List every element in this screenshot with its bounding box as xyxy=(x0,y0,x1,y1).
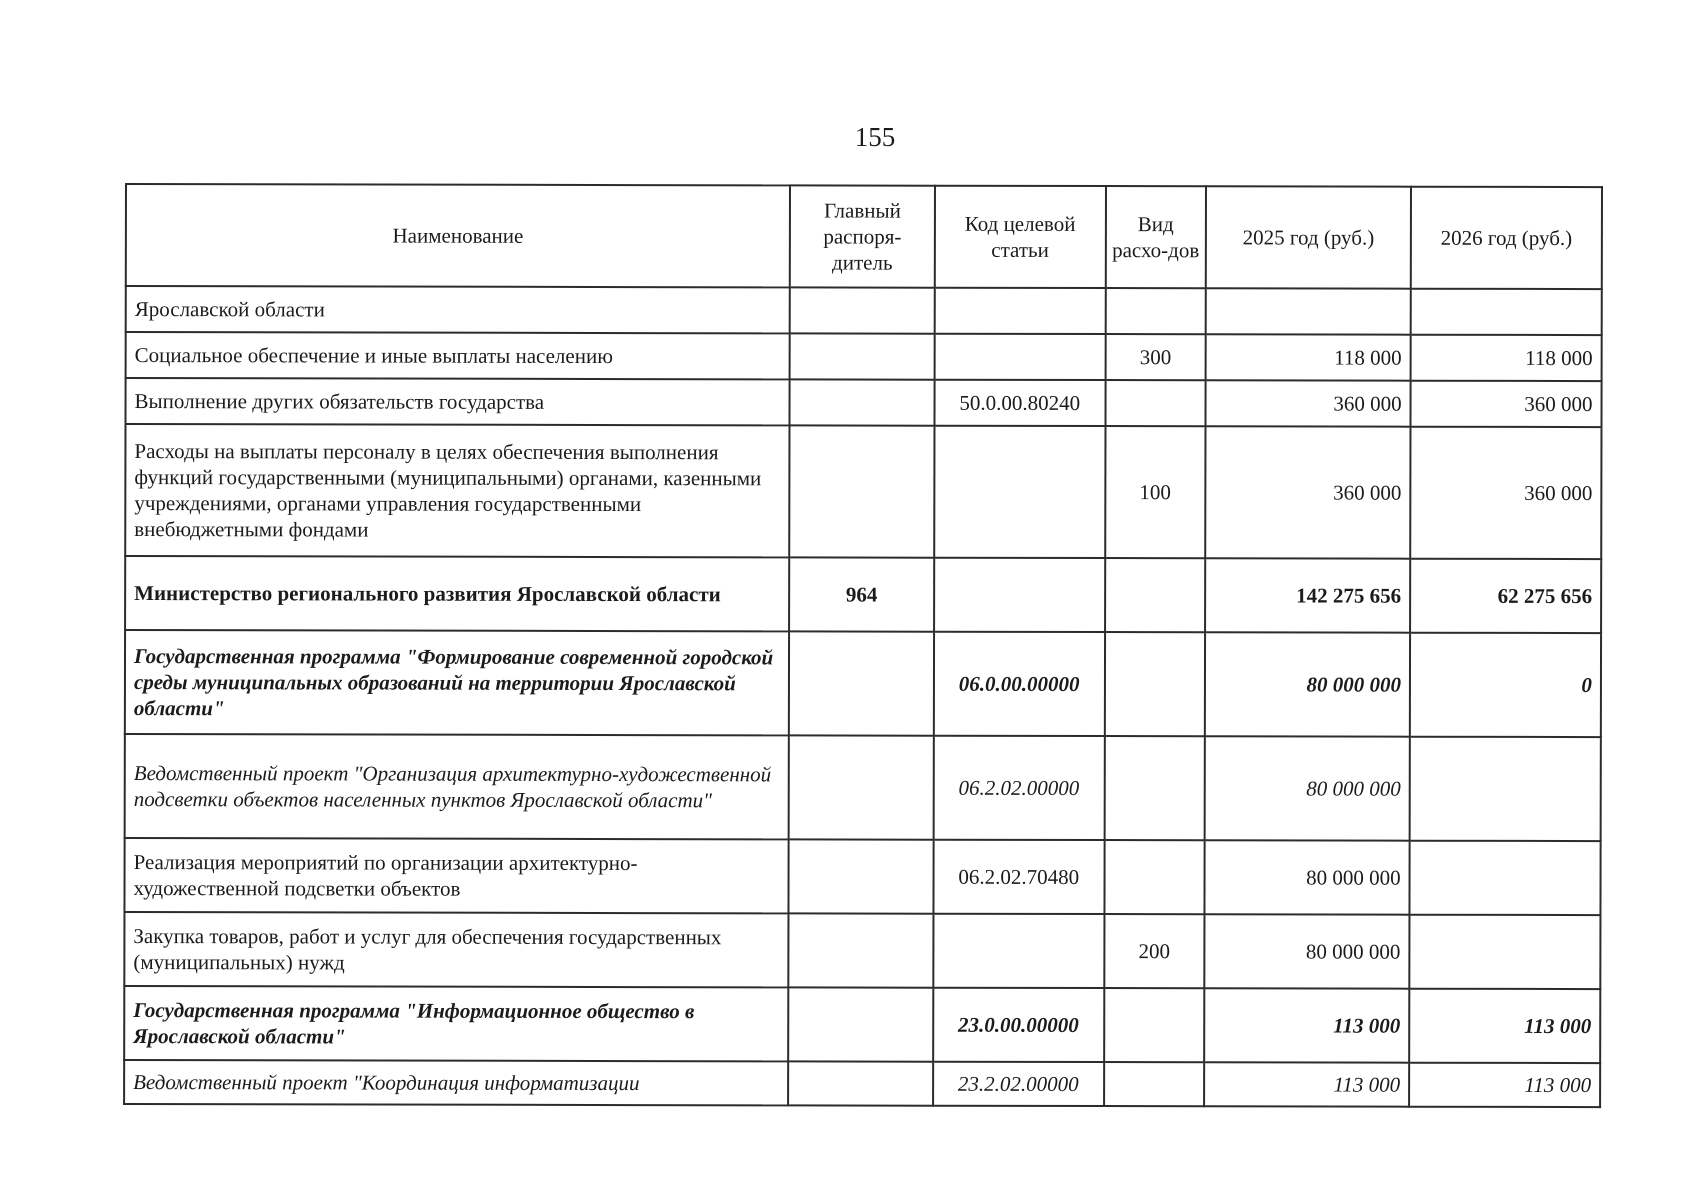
cell-name: Ведомственный проект "Координация информатизации xyxy=(124,1060,788,1105)
table-row xyxy=(124,986,1600,1063)
cell-grbs xyxy=(790,333,935,379)
cell-2025: 360 000 xyxy=(1205,426,1410,558)
cell-2026: 118 000 xyxy=(1411,335,1602,381)
cell-2026 xyxy=(1409,915,1600,989)
cell-name: Расходы на выплаты персоналу в целях обеспечения выполнения функций государственными (муниципальными) органами, казенными учреждениями, органами управления государственными внебюджетными фондами xyxy=(125,424,789,557)
cell-name: Закупка товаров, работ и услуг для обеспечения государственных (муниципальных) нужд xyxy=(124,912,788,987)
cell-code xyxy=(934,426,1105,558)
cell-grbs xyxy=(789,839,934,913)
cell-grbs xyxy=(789,631,934,735)
cell-code: 06.2.02.00000 xyxy=(933,736,1104,840)
cell-vid xyxy=(1104,1062,1205,1106)
table-row xyxy=(124,838,1600,915)
cell-vid: 200 xyxy=(1104,914,1205,988)
cell-name: Министерство регионального развития Ярославской области xyxy=(125,556,789,631)
cell-2026: 113 000 xyxy=(1409,1063,1600,1107)
cell-2025: 80 000 000 xyxy=(1205,736,1410,840)
header-name: Наименование xyxy=(126,184,790,287)
cell-vid xyxy=(1104,736,1205,840)
cell-2025: 113 000 xyxy=(1204,1062,1409,1106)
cell-code: 23.0.00.00000 xyxy=(933,988,1104,1062)
cell-code xyxy=(933,914,1104,988)
header-code: Код целевой статьи xyxy=(935,186,1106,288)
cell-2025 xyxy=(1206,288,1411,334)
cell-grbs xyxy=(790,379,935,425)
table-row xyxy=(125,556,1601,633)
cell-code xyxy=(934,334,1105,380)
cell-vid: 100 xyxy=(1105,426,1206,558)
cell-name: Государственная программа "Информационное общество в Ярославской области" xyxy=(124,986,788,1061)
cell-grbs xyxy=(788,987,933,1061)
budget-table xyxy=(123,183,1603,1108)
cell-vid: 300 xyxy=(1105,334,1206,380)
cell-vid xyxy=(1104,632,1205,736)
cell-code: 23.2.02.00000 xyxy=(933,1062,1104,1106)
cell-2025: 113 000 xyxy=(1204,988,1409,1062)
header-vid: Вид расхо-дов xyxy=(1105,186,1206,288)
cell-name: Государственная программа "Формирование современной городской среды муниципальных образований на территории Ярославской области" xyxy=(125,630,789,735)
table-header-row xyxy=(126,184,1602,289)
cell-2026: 360 000 xyxy=(1410,427,1601,559)
cell-name: Реализация мероприятий по организации архитектурно-художественной подсветки объектов xyxy=(124,838,788,913)
table-row xyxy=(125,734,1601,841)
cell-2026 xyxy=(1411,289,1602,335)
header-year-2026: 2026 год (руб.) xyxy=(1411,187,1602,289)
cell-grbs xyxy=(788,913,933,987)
cell-grbs xyxy=(789,735,934,839)
cell-2026 xyxy=(1410,841,1601,915)
cell-2026: 62 275 656 xyxy=(1410,559,1601,633)
header-year-2025: 2025 год (руб.) xyxy=(1206,186,1411,288)
table-row xyxy=(124,1060,1600,1107)
cell-name: Социальное обеспечение и иные выплаты населению xyxy=(126,332,790,379)
cell-grbs xyxy=(790,287,935,333)
cell-2025: 80 000 000 xyxy=(1205,840,1410,914)
table-row xyxy=(125,630,1601,737)
cell-name: Ярославской области xyxy=(126,286,790,333)
cell-2026 xyxy=(1410,737,1601,841)
cell-grbs xyxy=(788,1061,933,1105)
cell-code: 50.0.00.80240 xyxy=(934,380,1105,426)
cell-code xyxy=(934,288,1105,334)
cell-vid xyxy=(1104,840,1205,914)
cell-vid xyxy=(1105,558,1206,632)
cell-2025: 80 000 000 xyxy=(1204,914,1409,988)
cell-name: Выполнение других обязательств государства xyxy=(125,378,789,425)
cell-vid xyxy=(1105,288,1206,334)
page-number: 155 xyxy=(854,122,896,152)
table-row xyxy=(125,424,1601,559)
cell-2026: 360 000 xyxy=(1411,381,1602,427)
cell-code: 06.2.02.70480 xyxy=(933,840,1104,914)
cell-2025: 80 000 000 xyxy=(1205,632,1410,736)
cell-grbs xyxy=(789,425,934,557)
cell-grbs: 964 xyxy=(789,557,934,631)
header-grbs: Главный распоря-дитель xyxy=(790,185,935,287)
table-row xyxy=(124,912,1600,989)
cell-code xyxy=(934,558,1105,632)
table-row xyxy=(125,378,1601,427)
table-row xyxy=(126,286,1602,335)
cell-vid xyxy=(1104,988,1205,1062)
cell-2026: 113 000 xyxy=(1409,989,1600,1063)
cell-code: 06.0.00.00000 xyxy=(934,632,1105,736)
table-row xyxy=(126,332,1602,381)
cell-2026: 0 xyxy=(1410,633,1601,737)
cell-2025: 118 000 xyxy=(1206,334,1411,380)
cell-2025: 360 000 xyxy=(1206,380,1411,426)
cell-2025: 142 275 656 xyxy=(1205,558,1410,632)
cell-name: Ведомственный проект "Организация архитектурно-художественной подсветки объектов населенных пунктов Ярославской области" xyxy=(125,734,789,839)
cell-vid xyxy=(1105,380,1206,426)
